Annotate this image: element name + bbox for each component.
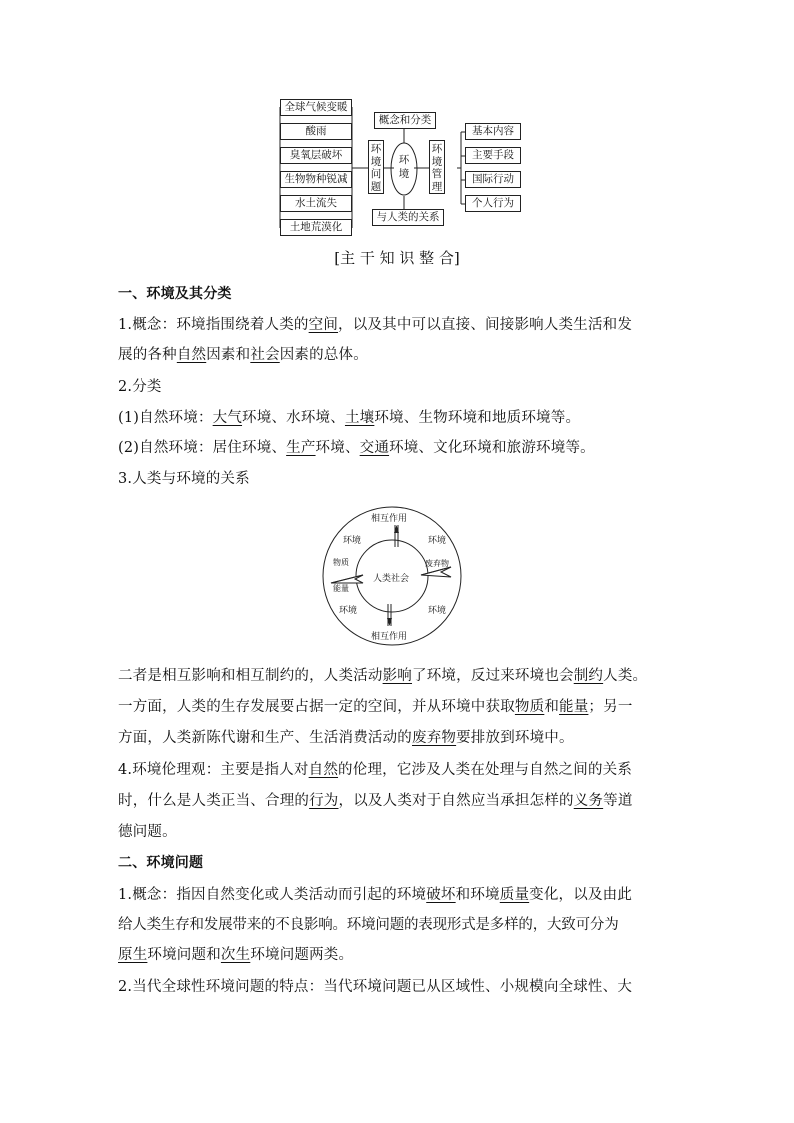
problem-box-label: 环境问题 <box>370 143 382 193</box>
circle-env-tl: 环境 <box>343 536 362 546</box>
blank: 自然 <box>176 347 207 363</box>
text: 和 <box>544 699 560 715</box>
blank: 交通 <box>359 440 390 456</box>
blank: 义务 <box>573 793 604 809</box>
blank: 影响 <box>382 668 413 684</box>
blank: 质量 <box>499 887 530 903</box>
text: 环境问题和 <box>147 947 221 963</box>
circle-waste: 废弃物 <box>425 559 449 568</box>
text: 要排放到环境中。 <box>456 730 574 746</box>
circle-env-bl: 环境 <box>339 606 358 616</box>
blank: 废弃物 <box>412 730 457 746</box>
blank: 空间 <box>308 317 339 333</box>
concept-map <box>276 96 526 238</box>
circle-bottom-label: 相互作用 <box>371 632 408 642</box>
blank: 原生 <box>118 947 148 963</box>
circle-env-tr: 环境 <box>428 536 447 546</box>
text: 因素和 <box>206 347 251 363</box>
heading-problems: 二、环境问题 <box>118 855 204 871</box>
text: 方面，人类新陈代谢和生产、生活消费活动的 <box>118 730 412 746</box>
text: 环境问题两类。 <box>250 947 354 963</box>
section-title: [主 干 知 识 整 合] <box>334 249 460 267</box>
text: ，以及人类对于自然应当承担怎样的 <box>338 793 574 809</box>
text: 展的各种 <box>118 347 177 363</box>
classify-natural <box>118 406 580 427</box>
text: 二者是相互影响和相互制约的，人类活动 <box>118 668 383 684</box>
ethics-line-2 <box>118 789 633 810</box>
problem-box <box>368 140 384 194</box>
blank: 次生 <box>220 947 251 963</box>
top-box: 概念和分类 <box>374 112 436 129</box>
circle-energy: 能量 <box>333 584 349 593</box>
text: 环境、水环境、 <box>242 410 345 426</box>
relation-line-2 <box>118 695 633 716</box>
problem-line-2: 给人类生存和发展带来的不良影响。环境问题的表现形式是多样的，大致可分为 <box>118 917 619 933</box>
text: 1.概念：环境指围绕着人类的 <box>118 317 309 333</box>
concept-line-2 <box>118 343 368 364</box>
relation-line-3 <box>118 726 574 747</box>
text: 1.概念：指因自然变化或人类活动而引起的环境 <box>118 887 427 903</box>
text: 一方面，人类的生存发展要占据一定的空间，并从环境中获取 <box>118 699 515 715</box>
left-item-1: 全球气候变暖 <box>280 99 352 116</box>
right-item-1: 基本内容 <box>465 123 521 140</box>
relation-line-1 <box>118 664 647 685</box>
relation-title: 3.人类与环境的关系 <box>118 471 250 487</box>
text: 人类。 <box>603 668 648 684</box>
circle-top-label: 相互作用 <box>371 514 408 524</box>
manage-box-label: 环境管理 <box>431 143 443 193</box>
text: 变化，以及由此 <box>529 887 633 903</box>
blank: 生产 <box>286 440 316 456</box>
text: 了环境，反过来环境也会 <box>412 668 574 684</box>
circle-env-br: 环境 <box>428 606 447 616</box>
problem-line-4: 2.当代全球性环境问题的特点：当代环境问题已从区域性、小规模向全球性、大 <box>118 979 633 995</box>
classify-title: 2.分类 <box>118 379 162 395</box>
left-item-2: 酸雨 <box>280 123 352 140</box>
right-item-4: 个人行为 <box>465 195 521 212</box>
blank: 土壤 <box>344 410 375 426</box>
text: 环境、 <box>315 440 360 456</box>
blank: 自然 <box>308 762 339 778</box>
blank: 物质 <box>514 699 545 715</box>
circle-center-label: 人类社会 <box>373 574 410 584</box>
ethics-line-3: 德问题。 <box>118 824 177 840</box>
manage-box <box>429 140 445 194</box>
left-item-6: 土地荒漠化 <box>280 219 352 236</box>
blank: 能量 <box>559 699 589 715</box>
text: 因素的总体。 <box>279 347 368 363</box>
text: 时，什么是人类正当、合理的 <box>118 793 310 809</box>
text: 4.环境伦理观：主要是指人对 <box>118 762 309 778</box>
blank: 社会 <box>250 347 280 363</box>
ethics-line-1 <box>118 758 632 779</box>
text: 的伦理，它涉及人类在处理与自然之间的关系 <box>338 762 633 778</box>
blank: 破坏 <box>426 887 456 903</box>
text: 和环境 <box>455 887 500 903</box>
text: 环境、生物环境和地质环境等。 <box>374 410 581 426</box>
problem-line-1 <box>118 883 632 904</box>
blank: 行为 <box>309 793 339 809</box>
text: (1)自然环境： <box>118 410 213 426</box>
bottom-box: 与人类的关系 <box>372 209 444 226</box>
blank: 制约 <box>573 668 604 684</box>
classify-social <box>118 436 595 457</box>
heading-environment: 一、环境及其分类 <box>118 286 232 302</box>
relation-diagram <box>321 505 463 647</box>
right-item-2: 主要手段 <box>465 147 521 164</box>
text: ；另一 <box>588 699 633 715</box>
left-item-5: 水土流失 <box>280 195 352 212</box>
text: 环境、文化环境和旅游环境等。 <box>389 440 595 456</box>
concept-line-1 <box>118 313 632 334</box>
left-item-3: 臭氧层破坏 <box>280 147 352 164</box>
blank: 大气 <box>212 410 243 426</box>
text: 等道 <box>603 793 633 809</box>
center-label: 环境 <box>398 154 410 180</box>
text: (2)自然环境：居住环境、 <box>118 440 287 456</box>
circle-matter: 物质 <box>333 558 349 567</box>
problem-line-3 <box>118 943 353 964</box>
left-item-4: 生物物种锐减 <box>280 171 352 188</box>
right-item-3: 国际行动 <box>465 171 521 188</box>
text: ，以及其中可以直接、间接影响人类生活和发 <box>338 317 633 333</box>
